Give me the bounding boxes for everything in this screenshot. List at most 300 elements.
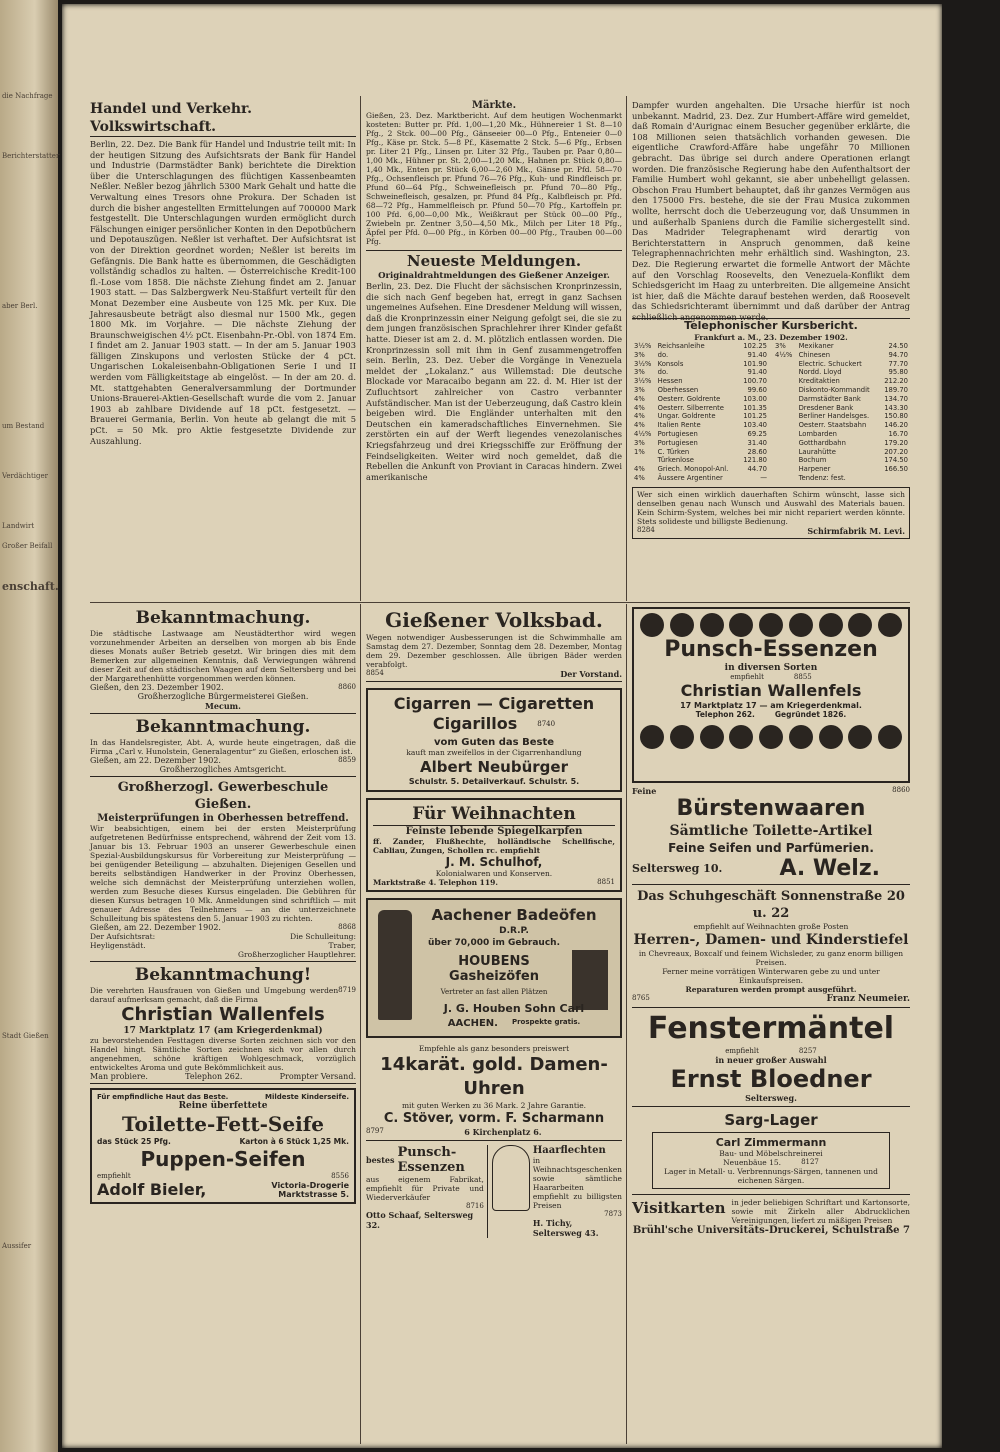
umbrella-firm: Schirmfabrik M. Levi. — [807, 525, 905, 536]
stock-row — [773, 430, 910, 439]
left-fragment: Stadt Gießen — [2, 1032, 49, 1040]
watch-shop-name: C. Stöver, vorm. F. Scharmann — [383, 1111, 605, 1126]
stock-rate — [773, 377, 797, 386]
hair-title: Haarflechten — [532, 1145, 606, 1156]
cigarillos: Cigarillos — [432, 714, 518, 733]
lower-right-ads — [632, 607, 910, 1442]
stock-rate — [773, 448, 797, 457]
school-label: Die Schulleitung: — [290, 932, 356, 941]
coffin-stock: Lager in Metall- u. Verbrennungs-Särgen, tannenen und eichenen Särgen. — [664, 1167, 878, 1185]
stock-price: 103.40 — [743, 421, 767, 430]
ad-number: 8765 — [632, 994, 650, 1002]
ad-number: 8859 — [338, 756, 356, 764]
markets-text: Gießen, 23. Dez. Marktbericht. Auf dem heutigen Wochenmarkt kosteten: Butter pr. Pfd. 1,00—1,20 Mk., Hühnereier 1 St. 8—10 Pfg., 2 Stck. 00—00 Pfg., Gänseeier 00—0 Pfg., Enteneier 0—0 Pfg., Käse pr. Stck. 5—8 Pf., Käsematte 2 Stck. 5—6 Pfg., Erbsen pr. Liter 21 Pfg., Linsen pr. Liter 32 Pfg., Tauben pr. Paar 0,80—1,00 Mk., Hühner pr. St. 2,00—1,20 Mk., Hahnen pr. Stück 0,80—1,40 Mk., Enten pr. Stück 6,00—2,60 Mk., Gänse pr. Pfd. 58—70 Pfg., Ochsenfleisch pr. Pfund 76—76 Pfg., Kuh- und Rindfleisch pr. Pfund 60—64 Pfg., Schweinefleisch pr. Pfund 70—80 Pfg., Schweinefleisch, gesalzen, pr. Pfund 84 Pfg., Kalbfleisch pr. Pfd. 68—72 Pfg., Hammelfleisch pr. Pfund 50—70 Pfg., Kartoffeln pr. 100 Pfd. 6,00—0,00 Mk., Weißkraut per Stück 00—00 Pfg., Zwiebeln pr. Zentner 3,50—4,50 Mk., Milch per Liter 18 Pfg., Äpfel per Pfd. 0—00 Pfg., in Körben 00—00 Pfg., Trauben 00—00 Pfg. — [366, 111, 622, 246]
hair-ad — [492, 1145, 622, 1238]
stock-price — [879, 474, 910, 483]
punch-shop: Otto Schaaf, Seltersweg 32. — [366, 1210, 474, 1230]
best-label: bestes — [366, 1155, 395, 1165]
notice-signature: Großherzogliches Amtsgericht. — [159, 765, 287, 774]
stock-price: 31.40 — [747, 438, 767, 447]
note: Man probiere. — [90, 1072, 148, 1081]
fish-text: ff. Zander, Flußhechte, holländische Schellfische, Cabliau, Zungen, Schollen rc. empfiehlt — [373, 837, 615, 855]
ad-number: 8797 — [366, 1127, 384, 1135]
stock-row — [632, 342, 769, 351]
stock-rate: 3% — [634, 350, 645, 359]
coffin-trade: Bau- und Möbelschreinerei — [719, 1149, 823, 1158]
stock-rate: 4% — [634, 394, 645, 403]
small-ads-row — [366, 1145, 622, 1238]
stock-rate: 4% — [634, 421, 645, 430]
shoe-line-3: Ferner meine vorrätigen Winterwaren gebe zu und unter Einkaufspreisen. — [662, 967, 880, 985]
stock-rate: 3% — [775, 342, 786, 350]
stock-name: Gotthardbahn — [798, 438, 846, 447]
notice-title: Bekanntmachung. — [135, 608, 311, 628]
recommends: empfiehlt — [97, 1172, 131, 1180]
stock-price: 95.80 — [888, 368, 908, 377]
stock-name: Darmstädter Bank — [798, 394, 861, 403]
stock-row — [773, 395, 910, 404]
ad-number: 8556 — [331, 1172, 349, 1180]
stock-row — [773, 456, 910, 465]
trade-school-title: Großherzogl. Gewerbeschule Gießen. — [117, 780, 329, 812]
column-three — [632, 100, 910, 600]
lower-middle-ads — [366, 607, 622, 1442]
notice-text: In das Handelsregister, Abt. A, wurde heute eingetragen, daß die Firma „Carl v. Hunolstein, Generalagentur“ zu Gießen, erloschen ist. — [90, 738, 356, 756]
stove-illustration-2 — [572, 950, 608, 1010]
stove-firm: J. G. Houben Sohn Carl — [443, 1002, 585, 1015]
phone: Telephon 262. — [185, 1072, 243, 1081]
notice-date: Gießen, am 22. Dezember 1902. — [90, 923, 221, 932]
ad-number: 8860 — [892, 786, 910, 794]
ad-number: 8854 — [366, 669, 384, 677]
punch-title: Punsch-Essenzen — [397, 1145, 465, 1175]
punch-big-title: Punsch-Essenzen — [664, 637, 878, 662]
stock-report-title: Telephonischer Kursbericht. — [684, 319, 858, 332]
bath-stove-ad — [366, 898, 622, 1038]
stock-rate — [773, 456, 797, 465]
stock-price: 69.25 — [747, 429, 767, 438]
stock-row — [632, 360, 769, 369]
stock-price: 94.70 — [888, 350, 908, 359]
stock-row — [773, 386, 910, 395]
stock-name: C. Türken — [657, 447, 690, 456]
stock-price: 16.70 — [888, 429, 908, 438]
trade-school-subtitle: Meisterprüfungen in Oberhessen betreffend. — [97, 813, 349, 824]
stock-rate: 4% — [634, 473, 645, 482]
druggist-name: Adolf Bieler, — [97, 1180, 207, 1199]
latest-news-title: Neueste Meldungen. — [366, 250, 622, 271]
left-fragment: Verdächtiger — [2, 472, 49, 480]
fish-address: Marktstraße 4. Telephon 119. — [373, 878, 498, 887]
founded: Gegründet 1826. — [774, 710, 847, 719]
stove-brochure: Prospekte gratis. — [511, 1018, 581, 1026]
perfumes: Feine Seifen und Parfümerien. — [668, 841, 874, 855]
left-fragment: aber Berl. — [2, 302, 38, 310]
coat-address: Seltersweg. — [745, 1093, 797, 1103]
punch-sorts: in diversen Sorten — [724, 663, 818, 673]
stock-price: — — [760, 473, 767, 482]
markets-title: Märkte. — [471, 100, 517, 111]
fish-shop-name: J. M. Schulhof, — [445, 855, 543, 869]
stove-brand: HOUBENS Gasheizöfen — [449, 954, 539, 984]
fine-label: Feine — [632, 786, 657, 796]
coffin-shop: Carl Zimmermann — [715, 1136, 827, 1149]
hair-shop: H. Tichy, Seltersweg 43. — [532, 1218, 599, 1238]
notice-text: Die städtische Lastwaage am Neustädterthor wird wegen vorzunehmender Arbeiten an derselben von morgen ab bis Ende dieses Monats außer Betrieb gesetzt. Wir bringen dies mit dem Bemerken zur allgemeinen Kenntnis, daß Verwiegungen während dieser Zeit auf den städtischen Waagen auf dem Seltersberg und bei der Margarethenhütte vorgenommen werden können. — [90, 629, 356, 683]
brush-ad — [632, 783, 910, 885]
stock-row — [773, 412, 910, 421]
cards-title: Visitkarten — [632, 1199, 726, 1217]
left-fragment: Landwirt — [2, 522, 35, 530]
watch-line: Empfehle als ganz besonders preiswert — [418, 1044, 570, 1053]
stock-row — [632, 404, 769, 413]
stock-rate: 4½% — [775, 350, 793, 359]
notice-signature: Großherzogliche Bürgermeisterei Gießen. — [137, 692, 309, 701]
cigar-slogan: vom Guten das Beste — [433, 737, 555, 748]
stock-rate — [773, 412, 797, 421]
stock-row — [632, 412, 769, 421]
stock-rate: 1% — [634, 447, 645, 456]
soap-ad — [90, 1088, 356, 1204]
soap-tagline-2: Mildeste Kinderseife. — [264, 1093, 349, 1101]
bath-signature: Der Vorstand. — [560, 669, 622, 679]
bath-text: Wegen notwendiger Ausbesserungen ist die Schwimmhalle am Samstag dem 27. Dezember, Sonntag dem 28. Dezember, Montag dem 29. Dezember geschlossen. Alle übrigen Bäder werden verabfolgt. — [366, 633, 622, 669]
shoe-ad — [632, 885, 910, 1008]
ad-number: 8284 — [637, 525, 655, 534]
phone: Telephon 262. — [695, 710, 755, 719]
stock-price: 101.90 — [743, 359, 767, 368]
stock-name: do. — [657, 368, 669, 377]
coffin-address: Neuenbäue 15. — [723, 1158, 782, 1167]
ad-number: 7873 — [604, 1210, 622, 1218]
stock-name: Mexikaner — [798, 342, 834, 350]
fish-subtitle: Feinste lebende Spiegelkarpfen — [405, 826, 583, 837]
trade-school-text: Wir beabsichtigen, einem bei der ersten Meisterprüfung aufgetretenen Bedürfnisse entsprechend, während der Zeit vom 13. Januar bis 13. Februar 1903 an unserer Gewerbeschule einen Spezial-Ausbildungskursus für Vorbereitung zur Meisterprüfung — bei genügender Beteiligung — abzuhalten. Diejenigen Gesellen und bereits selbständigen Handwerker in der Provinz Oberhessen, welche sich demnächst der Meisterprüfung unterziehen wollen, werden zum Besuche dieses Kursus eingeladen. Die Gebühren für diesen Kursus betragen 10 Mk. Anmeldungen sind schriftlich — mit genauer Adresse des Teilnehmers — an die unterzeichnete Schulleitung bis spätestens den 5. Januar 1903 zu richten. — [90, 824, 356, 923]
stove-illustration — [378, 910, 412, 1020]
stock-price: 24.50 — [888, 342, 908, 350]
cigar-address: Schulstr. 5. Detailverkauf. Schulstr. 5. — [408, 777, 580, 786]
brush-title: Bürstenwaaren — [676, 796, 866, 821]
coat-sub: in neuer großer Auswahl — [715, 1055, 827, 1065]
stock-price: 189.70 — [884, 385, 908, 394]
stock-name: Konsols — [657, 359, 684, 368]
print-shop: Brühl'sche Universitäts-Druckerei, Schulstraße 7 — [632, 1225, 910, 1236]
stock-name: Oberhessen — [657, 385, 699, 394]
shoe-title: Das Schuhgeschäft Sonnenstraße 20 u. 22 — [637, 889, 905, 921]
watch-address: 6 Kirchenplatz 6. — [464, 1127, 542, 1137]
coffin-title: Sarg-Lager — [724, 1111, 818, 1129]
head-illustration-icon — [492, 1145, 530, 1211]
stock-name: do. — [657, 350, 669, 359]
drugstore-name: Victoria-Drogerie — [271, 1180, 349, 1190]
stock-price: 166.50 — [884, 465, 908, 474]
stock-row — [773, 421, 910, 430]
punch-essences-ad — [632, 607, 910, 783]
stock-rate: 4½% — [634, 429, 652, 438]
stock-row — [632, 456, 769, 465]
stock-name: Bochum — [798, 456, 827, 465]
board-label: Der Aufsichtsrat: — [90, 932, 156, 941]
stock-tables — [632, 342, 910, 483]
latest-news-text: Berlin, 23. Dez. Die Flucht der sächsischen Kronprinzessin, die sich nach Genf begeben hat, erregt in ganz Sachsen ungemeines Aufsehen. Eine Dresdener Meldung will wissen, daß die Kronprinzessin einer Neigung gefolgt sei, die sie zu dem jungen französischen Sprachlehrer ihrer Kinder gefaßt hatte. Dieser ist am 2. d. M. plötzlich entlassen worden. Die Kronprinzessin soll mit ihm in Genf zusammengetroffen sein. Berlin, 23. Dez. Ueber die Vorgänge in Venezuela meldet der „Lokalanz.“ aus Willemstad: Die deutsche Blockade vor Maracaibo begann am 22. d. M. Hier ist der Zufluchtsort zahlreicher von Castro verbannter Aufständischer. Man ist der Ueberzeugung, daß Castro klein beigeben wird. Die Engländer unterhalten mit den Deutschen ein kameradschaftliches Einvernehmen. Sie zerstörten ein auf der Werft liegendes venezolanisches Kriegsfahrzeug und drei Kriegsschiffe zur Eröffnung der Feindseligkeiten. Weiter wird noch gemeldet, daß die Rebellen die Ankunft von Proviant in Caracas hindern. Zwei amerikanische — [366, 281, 622, 482]
stock-row — [632, 448, 769, 457]
stock-name: Portugiesen — [657, 429, 698, 438]
brush-shop-name: A. Welz. — [779, 856, 880, 881]
notice-scale — [90, 607, 356, 714]
stock-name: Laurahütte — [798, 447, 836, 456]
stock-price: 100.70 — [743, 377, 767, 386]
stock-name: Griech. Monopol-Anl. — [657, 465, 729, 474]
recommends: empfiehlt — [730, 673, 764, 681]
brush-address: Seltersweg 10. — [632, 862, 723, 875]
left-fragment: Berichterstatter — [2, 152, 60, 160]
cigar-line: Cigarren — Cigaretten — [393, 694, 595, 713]
stock-rate: 3% — [634, 368, 645, 377]
stock-rate: 3½% — [634, 377, 652, 386]
stock-price: 174.50 — [884, 456, 908, 465]
school-title: Großherzoglicher Hauptlehrer. — [238, 950, 356, 959]
visiting-cards-ad — [632, 1195, 910, 1225]
stock-price: 143.30 — [884, 403, 908, 412]
stock-rate: 4% — [634, 465, 645, 474]
stock-rate — [773, 368, 797, 377]
stock-name: Portugiesen — [657, 438, 698, 447]
fish-title: Für Weihnachten — [373, 803, 615, 826]
punch-small-ad — [366, 1145, 488, 1238]
stock-row — [773, 351, 910, 360]
stock-name: Äussere Argentiner — [657, 473, 723, 482]
stock-price: 91.40 — [747, 350, 767, 359]
stock-row — [632, 421, 769, 430]
cigar-shop-name: Albert Neubürger — [420, 758, 568, 776]
stove-city: AACHEN. — [447, 1018, 498, 1029]
stock-name: Diskonto-Kommandit — [798, 385, 870, 394]
stock-name: Lombarden — [798, 429, 837, 438]
stock-rate — [632, 456, 656, 465]
fish-shop-trade: Kolonialwaren und Konserven. — [435, 869, 553, 878]
news-column — [366, 100, 622, 600]
stock-rate — [773, 474, 797, 483]
cigar-ad — [366, 688, 622, 792]
stock-row — [773, 404, 910, 413]
stock-rate: 3½% — [634, 342, 652, 350]
stock-row — [773, 474, 910, 483]
cigar-text: kauft man zweifellos in der Cigarrenhandlung — [406, 748, 582, 757]
soap-line: Reine überfettete — [178, 1101, 268, 1111]
ad-number: 8740 — [537, 719, 556, 728]
notice-text: Die verehrten Hausfrauen von Gießen und Umgebung werden darauf aufmerksam gemacht, daß die Firma — [90, 986, 339, 1004]
stock-price: 179.20 — [884, 438, 908, 447]
umbrella-ad — [632, 487, 910, 539]
stock-name: Oesterr. Silberrente — [657, 403, 724, 412]
shipping: Prompter Versand. — [279, 1072, 356, 1081]
stock-price: 103.00 — [743, 394, 767, 403]
toilet-articles: Sämtliche Toilette-Artikel — [669, 823, 873, 839]
stock-price: 101.25 — [743, 412, 767, 421]
left-fragment: enschaft. — [2, 580, 59, 593]
notice-register — [90, 714, 356, 777]
stock-name: Türkenlose — [657, 456, 694, 465]
notice-title: Bekanntmachung! — [134, 965, 312, 985]
stock-price: 207.20 — [884, 447, 908, 456]
ad-number: 8855 — [793, 673, 812, 681]
stock-row — [773, 465, 910, 474]
coat-title: Fenstermäntel — [647, 1011, 895, 1046]
stock-name: Oesterr. Goldrente — [657, 394, 721, 403]
stock-price: 134.70 — [884, 394, 908, 403]
notice-title: Bekanntmachung. — [135, 717, 311, 737]
stove-dealers: Vertreter an fast allen Plätzen — [440, 988, 548, 996]
board-name: Heyligenstädt. — [90, 941, 146, 950]
notice-date: Gießen, den 23. Dezember 1902. — [90, 683, 224, 692]
watch-ad — [366, 1044, 622, 1141]
stock-price: 77.70 — [888, 359, 908, 368]
stock-rate: 3% — [634, 438, 645, 447]
ad-number: 8257 — [798, 1047, 817, 1055]
left-fragment: die Nachfrage — [2, 92, 53, 100]
stock-row — [773, 360, 910, 369]
stock-name: Reichsanleihe — [657, 342, 705, 350]
stock-name: Hessen — [657, 377, 683, 386]
stock-rate — [773, 430, 797, 439]
stock-row — [632, 368, 769, 377]
school-name: Traber, — [328, 941, 356, 950]
stock-row — [632, 386, 769, 395]
stock-price: 146.20 — [884, 421, 908, 430]
stock-rate — [773, 421, 797, 430]
soap-price-box: Karton à 6 Stück 1,25 Mk. — [239, 1137, 349, 1146]
stock-rate — [773, 404, 797, 413]
ad-number: 8868 — [338, 923, 356, 931]
left-fragment: Großer Beifall — [2, 542, 53, 550]
stock-name: Chinesen — [798, 350, 831, 359]
stock-rate: 4% — [634, 403, 645, 412]
coat-shop-name: Ernst Bloedner — [670, 1065, 872, 1093]
watch-offer: mit guten Werken zu 36 Mark. 2 Jahre Garantie. — [401, 1101, 587, 1110]
watch-title: 14karät. gold. Damen-Uhren — [380, 1054, 608, 1099]
shoe-big: Herren-, Damen- und Kinderstiefel — [633, 932, 909, 948]
stock-name: Dresdener Bank — [798, 403, 854, 412]
firm-address: 17 Marktplatz 17 (am Kriegerdenkmal) — [123, 1026, 323, 1036]
stock-row — [632, 430, 769, 439]
stock-price: 212.20 — [884, 377, 908, 386]
stock-row — [773, 439, 910, 448]
stock-name: Harpener — [798, 465, 831, 474]
left-fragment: Aussifer — [2, 1242, 32, 1250]
stock-row — [632, 395, 769, 404]
stock-name: Italien Rente — [657, 421, 701, 430]
ad-number: 8716 — [466, 1202, 484, 1210]
ad-number: 8851 — [597, 878, 615, 886]
ad-number: 8860 — [338, 683, 356, 691]
firm-name: Christian Wallenfels — [121, 1004, 325, 1025]
shoe-line: empfiehlt auf Weihnachten große Posten — [693, 922, 849, 931]
stock-rate: 3½% — [634, 359, 652, 368]
decorative-dots-top — [640, 613, 902, 637]
notice-date: Gießen, am 22. Dezember 1902. — [90, 756, 221, 765]
stock-row — [773, 377, 910, 386]
umbrella-text: Wer sich einen wirklich dauerhaften Schirm wünscht, lasse sich denselben genau nach Wunsch und Auswahl des Materials bauen. Kein Schirm-System, welches bei mir nicht repariert werden könnte. Stets solideste und billigste Bedienung. — [637, 489, 905, 526]
stock-report — [632, 318, 910, 483]
stock-rate — [773, 439, 797, 448]
trade-school-notice — [90, 777, 356, 962]
newspaper-page — [62, 4, 942, 1448]
shoe-shop-name: Franz Neumeier. — [826, 994, 910, 1004]
punch-text: aus eigenem Fabrikat, empfiehlt für Private und Wiederverkäufer — [366, 1175, 484, 1202]
stock-price: 99.60 — [747, 385, 767, 394]
section-title: Handel und Verkehr. Volkswirtschaft. — [90, 100, 356, 137]
stock-table-left — [632, 342, 769, 483]
latest-news-subtitle: Originaldrahtmeldungen des Gießener Anzeiger. — [378, 271, 610, 281]
foreign-news-text: Dampfer wurden angehalten. Die Ursache hierfür ist noch unbekannt. Madrid, 23. Dez. Zur Humbert-Affäre wird gemeldet, daß Romain d'Aurignac einem Besucher gegenüber erklärte, die 108 Millionen seien thatsächlich vorhanden gewesen. Die eigentliche Crawford-Affäre habe ungefähr 70 Millionen gebracht. Das übrige sei durch andere Operationen erlangt worden. Die französische Regierung habe den Aufenthaltsort der Familie Humbert wohl gekannt, sie aber unbehelligt gelassen. Obschon Frau Humbert behauptet, daß ihr ganzes Vermögen aus den 175000 Frs. bestehe, die sie der Frau Musica zukommen wollte, herrscht doch die Ueberzeugung vor, daß Unsummen in und außerhalb Spaniens durch die Familie sichergestellt sind. Das Madrider Telegraphenamt wird derartig von Berichterstattern in Anspruch genommen, daß keine Telegraphennachrichten mehr erhältlich sind. Washington, 23. Dez. Die Regierung erwartet die formelle Antwort der Mächte auf den Vorschlag Roosevelts, den Venezuela-Konflikt dem Schiedsgericht im Haag zu unterbreiten. Die allgemeine Ansicht ist hier, daß die Mächte darauf bestehen werden, daß Roosevelt das Schiedsrichteramt übernimmt und daß darüber der Antrag schließlich angenommen werde. — [632, 100, 910, 322]
stock-name: Oesterr. Staatsbahn — [798, 421, 867, 430]
soap-tagline: Für empfindliche Haut das Beste. — [97, 1093, 229, 1101]
stock-price: 91.40 — [747, 368, 767, 377]
public-bath-ad — [366, 607, 622, 682]
stock-name: Ungar. Goldrente — [657, 412, 716, 421]
stock-price: 121.80 — [743, 456, 767, 465]
stock-rate — [773, 465, 797, 474]
stock-price: 28.60 — [747, 447, 767, 456]
doll-soap-title: Puppen-Seifen — [140, 1147, 306, 1171]
recommends: empfiehlt — [725, 1047, 759, 1055]
stock-price: 44.70 — [747, 465, 767, 474]
stock-row — [773, 342, 910, 351]
coffee-notice — [90, 962, 356, 1084]
christmas-fish-ad — [366, 798, 622, 892]
lower-left-ads — [90, 607, 356, 1442]
coffin-ad — [632, 1107, 910, 1195]
stove-count: über 70,000 im Gebrauch. — [428, 938, 560, 948]
stove-title: Aachener Badeöfen — [431, 906, 597, 924]
soap-price: das Stück 25 Pfg. — [97, 1137, 171, 1146]
decorative-dots-bottom — [640, 725, 902, 749]
shoe-line-2: in Chevreaux, Boxcalf und feinem Wichsleder, zu ganz enorm billigen Preisen. — [638, 949, 904, 967]
stock-name: Tendenz: fest. — [798, 473, 846, 482]
notice-signature-name: Mecum. — [205, 701, 241, 711]
stock-table-right — [773, 342, 910, 483]
stock-row — [632, 377, 769, 386]
shoe-line-4: Reparaturen werden prompt ausgeführt. — [685, 985, 857, 994]
ad-number: 8719 — [338, 986, 356, 994]
stock-row — [632, 351, 769, 360]
hair-text: in Weihnachtsgeschenken sowie sämtliche Haararbeiten empfiehlt zu billigsten Preisen — [532, 1156, 623, 1210]
stock-price: 102.25 — [743, 342, 767, 350]
stock-row — [773, 448, 910, 457]
stock-row — [632, 465, 769, 474]
left-fragment: um Bestand — [2, 422, 45, 430]
drugstore-address: Marktstrasse 5. — [278, 1189, 349, 1199]
stock-rate — [773, 395, 797, 404]
soap-big-title: Toilette-Fett-Seife — [121, 1112, 325, 1136]
bath-title: Gießener Volksbad. — [385, 608, 603, 632]
commerce-column — [90, 100, 356, 600]
stove-patent: D.R.P. — [499, 926, 529, 936]
left-page-edge — [0, 0, 58, 1452]
stock-name: Berliner Handelsges. — [798, 412, 870, 421]
stock-name: Electric. Schuckert — [798, 359, 862, 368]
stock-row — [773, 368, 910, 377]
stock-price: 101.35 — [743, 403, 767, 412]
stock-rate — [773, 386, 797, 395]
stock-row — [632, 439, 769, 448]
commerce-text: Berlin, 22. Dez. Die Bank für Handel und Industrie teilt mit: In der heutigen Sitzung des Aufsichtsrats der Bank für Handel und Industrie (Darmstädter Bank) berichtete die Direktion über die Unterschlagungen des flüchtigen Kassenbeamten Neßler. Neßler bezog jährlich 5300 Mark Gehalt und hatte die Verwaltung eines Tresors ohne Prokura. Der Schaden ist durch die bisher angestellten Ermittelungen auf 700000 Mark festgestellt. Die Unterschlagungen wurden ermöglicht durch Fälschungen einiger persönlicher Konten in den Depotbüchern und Depotauszügen. Neßler ist verhaftet. Der Aufsichtsrat ist von der Direktion geordnet worden; Neßler ist bereits im Gefängnis. Die Bank hatte es übernommen, die Geschädigten vollständig schadlos zu halten. — Österreichische Kredit-100 fl.-Lose vom 1858. Die nächste Ziehung findet am 2. Januar 1903 statt. — Das Salzbergwerk Neu-Staßfurt verteilt für den Monat Dezember eine Ausbeute von 125 Mk. per Kux. Die Jahresausbeute beträgt also diesmal nur 1500 Mk., gegen 1800 Mk. im Vorjahre. — Die nächste Ziehung der Braunschweigischen 4½ pCt. Eisenbahn-Pr.-Obl. von 1874 Em. I findet am 2. Januar 1903 statt. — In der am 5. Januar 1903 fälligen Zinskupons und verlosten Stücke der 4 pCt. Ungarischen Lokaleisenbahn-Obligationen Serie I und II werden vom Fälligkeitstage ab eingelöst. — In der am 20. d. Mt. stattgehabten Generalversammlung der Dortmunder Unions-Brauerei-Aktien-Gesellschaft wurde die vom 2. Januar 1903 ab zahlbare Dividende auf 18 pCt. festgesetzt. — Brauerei Germania, Berlin. Von heute ab gelangt die mit 5 pCt. = 50 Mk. pro Aktie festgesetzte Dividende zur Auszahlung. — [90, 139, 356, 446]
stock-rate — [773, 360, 797, 369]
stock-name: Nordd. Lloyd — [798, 368, 842, 377]
cards-text: in jeder beliebigen Schriftart und Kartonsorte, sowie mit Zirkeln aller Abdrucklichen Vereinigungen, liefert zu mäßigen Preisen — [731, 1198, 910, 1225]
stock-row — [632, 474, 769, 483]
stock-rate: 4% — [634, 412, 645, 421]
